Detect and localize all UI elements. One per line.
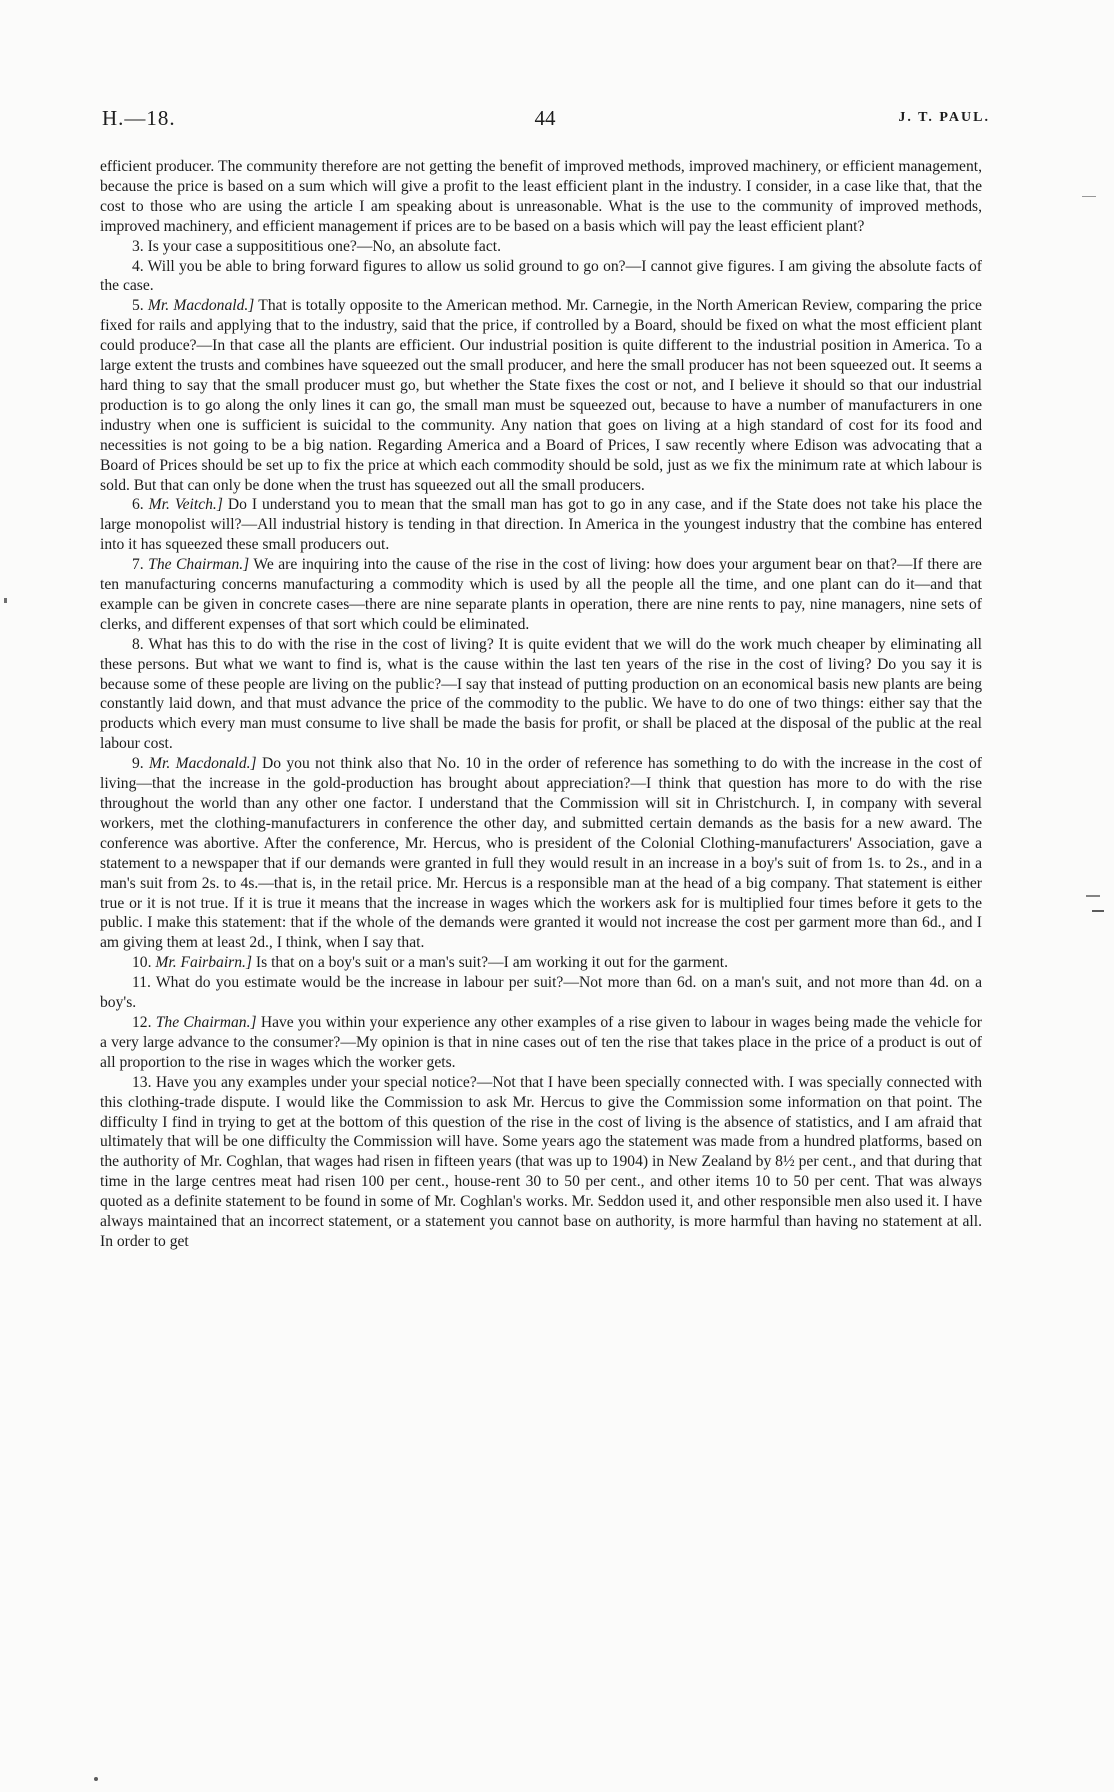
paragraph-number: 9.: [132, 755, 144, 773]
paragraph-text: Will you be able to bring forward figures to allow us solid ground to go on?—I cannot give figures. I am giving the absolute facts of the case.: [100, 257, 982, 295]
paragraph-text: Do you not think also that No. 10 in the order of reference has something to do with the increase in the cost of living—that the increase in the gold-production has brought about appreciation?—I think that question has more to do with the rise throughout the world than any other one factor. I understand that the Commission will sit in Christchurch. I, in company with several workers, met the clothing-manufacturers in conference the other day, and submitted certain demands as the basis for a new award. The conference was abortive. After the conference, Mr. Hercus, who is president of the Colonial Clothing-manufacturers' Association, gave a statement to a newspaper that if our demands were granted in full they would result in an increase in a boy's suit of from 1s. to 2s., and in a man's suit from 2s. to 4s.—that is, in the retail price. Mr. Hercus is a responsible man at the head of a big company. That statement is either true or it is not true. If it is true it means that the increase in wages which the workers ask for is multiplied four times before it gets to the public. I make this statement: that if the whole of the demands were granted it would not increase the cost per garment more than 6d., and I am giving them at least 2d., I think, when I say that.: [100, 755, 982, 952]
paragraph-number: 13.: [132, 1073, 152, 1091]
paragraph-text: Have you within your experience any other examples of a rise given to labour in wages being made the vehicle for a very large advance to the consumer?—My opinion is that in nine cases out of ten the rise that takes place in the price of a product is out of all proportion to the rise in wages which the worker gets.: [100, 1013, 982, 1071]
paragraph-7: [100, 555, 982, 635]
paragraph-text: Have you any examples under your special notice?—Not that I have been specially connected with. I was specially connected with this clothing-trade dispute. I would like the Commission to ask Mr. Hercus to give the Commission some information on that point. The difficulty I find in trying to get at the bottom of this question of the rise in the cost of living is the absence of statistics, and I am afraid that ultimately that will be one difficulty the Commission will have. Some years ago the statement was made from a hundred platforms, based on the authority of Mr. Coghlan, that wages had risen in fifteen years (that was up to 1904) in New Zealand by 8½ per cent., and that during that time in the large centres meat had risen 100 per cent., house-rent 30 to 50 per cent., and other items 10 to 50 per cent. That was always quoted as a definite statement to be found in some of Mr. Coghlan's works. Mr. Seddon used it, and other responsible men also used it. I have always maintained that an incorrect statement, or a statement you cannot base on authority, is more harmful than having no statement at all. In order to get: [100, 1073, 982, 1250]
paragraph-number: 8.: [132, 635, 144, 653]
speaker-name: Mr. Fairbairn.]: [155, 954, 253, 972]
paragraph-number: 6.: [132, 496, 144, 514]
speaker-name: Mr. Veitch.]: [148, 496, 223, 514]
scan-mark: [1086, 895, 1100, 897]
scan-mark: [1092, 910, 1104, 912]
paragraph-12: [100, 1013, 982, 1073]
paragraph-number: 10.: [132, 954, 152, 972]
paragraph-10: [100, 953, 982, 973]
paragraph-continuation: [100, 157, 982, 237]
paragraph-8: [100, 635, 982, 754]
paragraph-text: What has this to do with the rise in the cost of living? It is quite evident that we will do the work much cheaper by eliminating all these persons. But what we want to find is, what is the cause within the last ten years of the rise in the cost of living? Do you say it is because some of these people are living on the public?—I say that instead of putting production on an economical basis new plants are being constantly laid down, and that must advance the price of the commodity to the public. We have to do one of two things: either say that the products which every man must consume to live shall be made the basis for profit, or shall be placed at the disposal of the public at the real labour cost.: [100, 635, 983, 753]
scan-mark: [1082, 196, 1096, 197]
paragraph-11: [100, 973, 982, 1013]
paragraph-number: 11.: [132, 974, 151, 992]
witness-name: J. T. PAUL.: [898, 110, 990, 125]
paragraph-text: We are inquiring into the cause of the rise in the cost of living: how does your argument bear on that?—If there are ten manufacturing concerns manufacturing a commodity which is used by all the people all the time, and one plant can do it—and that example can be given in concrete cases—there are nine separate plants in operation, there are nine rents to pay, nine managers, nine sets of clerks, and different expenses of that sort which could be eliminated.: [100, 556, 982, 633]
scan-mark: [94, 1777, 98, 1781]
paragraph-number: 3.: [132, 237, 144, 255]
page-number: 44: [534, 106, 556, 130]
paragraph-text: That is totally opposite to the American method. Mr. Carnegie, in the North American Review, comparing the price fixed for rails and applying that to the industry, said that the price, if controlled by a Board, should be fixed on what the most efficient plant could produce?—In that case all the plants are efficient. Our industrial position is quite different to the industrial position in America. To a large extent the trusts and combines have squeezed out the small producer, and here the small producer has not been squeezed out. It seems a hard thing to say that the small producer must go, but whether the State fixes the cost or not, and I believe it should so that our industrial production is to go along the only lines it can go, the small man must be squeezed out, because to have a number of manufacturers in one industry when one is sufficient is suicidal to the community. Any nation that goes on living at a high standard of cost for its food and necessities is not going to be a big nation. Regarding America and a Board of Prices, I saw recently where Edison was advocating that a Board of Prices should be set up to fix the price at which each commodity should be sold, just as we fix the minimum rate at which labour is sold. But that can only be done when the trust has squeezed out all the small producers.: [100, 297, 982, 494]
paragraph-text: What do you estimate would be the increase in labour per suit?—Not more than 6d. on a man's suit, and not more than 4d. on a boy's.: [100, 974, 983, 1012]
paragraph-4: [100, 257, 982, 297]
page-header: [100, 106, 990, 136]
speaker-name: Mr. Macdonald.]: [147, 297, 255, 315]
paragraph-3: [100, 237, 982, 257]
paragraph-9: [100, 754, 982, 953]
paragraph-13: [100, 1073, 982, 1252]
paragraph-number: 12.: [132, 1013, 152, 1031]
speaker-name: The Chairman.]: [148, 556, 250, 574]
paragraph-number: 7.: [132, 556, 144, 574]
paragraph-6: [100, 495, 982, 555]
speaker-name: Mr. Macdonald.]: [149, 755, 257, 773]
paragraph-number: 4.: [132, 257, 144, 275]
paragraph-text: Do I understand you to mean that the small man has got to go in any case, and if the State does not take his place the large monopolist will?—All industrial history is tending in that direction. In America in the youngest industry that the combine has entered into it has squeezed these small producers out.: [100, 496, 982, 554]
scan-mark: [4, 598, 7, 603]
paragraph-5: [100, 296, 982, 495]
paragraph-number: 5.: [132, 297, 144, 315]
paragraph-text: Is that on a boy's suit or a man's suit?—I am working it out for the garment.: [255, 954, 728, 972]
document-body: [100, 157, 982, 1252]
paragraph-text: Is your case a supposititious one?—No, an absolute fact.: [147, 237, 501, 255]
series-label: H.—18.: [102, 106, 176, 130]
paragraph-text: efficient producer. The community therefore are not getting the benefit of improved methods, improved machinery, or efficient management, because the price is based on a sum which will give a profit to the least efficient plant in the industry. I consider, in a case like that, that the cost to those who are using the article I am speaking about is unreasonable. What is the use to the community of improved methods, improved machinery, and efficient management if prices are to be based on a basis which will pay the least efficient plant?: [100, 158, 982, 235]
speaker-name: The Chairman.]: [155, 1013, 257, 1031]
